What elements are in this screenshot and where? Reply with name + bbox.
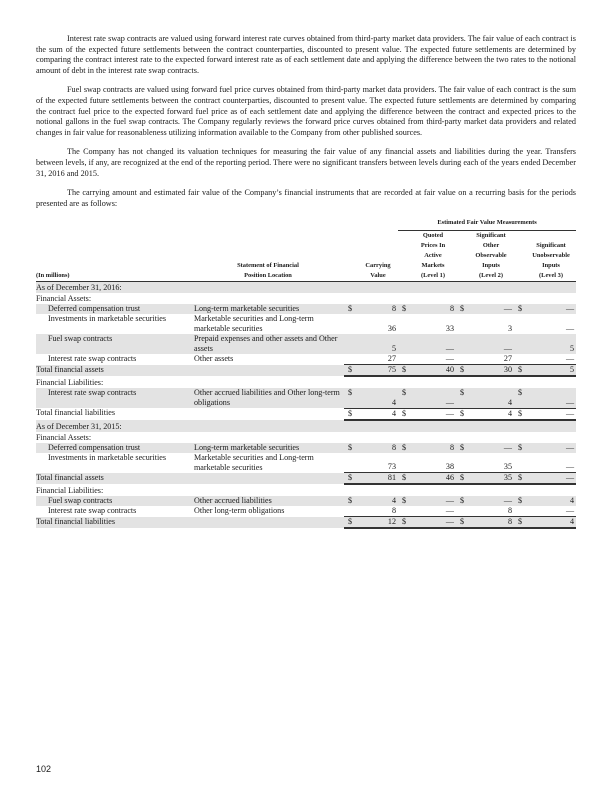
level-3-value: — — [526, 388, 576, 408]
level-2-header: Significant Other Observable Inputs (Level 2) — [468, 231, 514, 282]
dollar-sign — [456, 354, 468, 365]
carrying-value: 8 — [358, 443, 398, 453]
page-number: 102 — [36, 764, 52, 774]
level-1-value: 38 — [445, 462, 454, 472]
statement-location: Prepaid expenses and other assets and Other assets — [192, 334, 344, 354]
level-3-value: 5 — [526, 334, 576, 354]
total-label: Total financial assets — [36, 365, 192, 377]
instrument-name: Deferred compensation trust — [36, 304, 192, 314]
total-financial-assets-row — [36, 473, 576, 485]
level-2-value: — — [468, 443, 514, 453]
level-3-value: — — [565, 462, 575, 472]
dollar-sign — [456, 506, 468, 517]
dollar-sign — [514, 314, 526, 334]
dollar-sign — [456, 453, 468, 473]
instrument-name: Interest rate swap contracts — [36, 388, 192, 408]
section-financial-liabilities — [36, 484, 576, 496]
table-row — [36, 506, 576, 517]
level-2-value: 3 — [507, 324, 512, 334]
table-row — [36, 388, 576, 408]
paragraph-interest-rate-swaps: Interest rate swap contracts are valued using forward interest rate curves obtained from third-party market data providers. The fair value of each contract is the sum of the expected future settlements between the contract counterparties, discounted to present value. The expected future settlements are determined by comparing the contract interest rate to the expected forward interest rate as of each settlement date and applying the difference between the two rates to the notional amount of debt in the interest rate swap contracts. — [36, 34, 576, 75]
statement-location: Other accrued liabilities — [192, 496, 344, 506]
level-2-value: 4 — [468, 388, 514, 408]
empty-cell — [192, 517, 344, 529]
total-cv: 4 — [358, 408, 398, 420]
dollar-sign: $ — [344, 408, 358, 420]
section-financial-liabilities — [36, 376, 576, 388]
dollar-sign — [398, 354, 410, 365]
dollar-sign: $ — [344, 443, 358, 453]
instrument-name: Interest rate swap contracts — [48, 506, 137, 516]
carrying-value-header: Carrying Value — [358, 231, 398, 282]
level-1-header: Quoted Prices In Active Markets (Level 1) — [410, 231, 456, 282]
paragraph-table-intro: The carrying amount and estimated fair value of the Company’s financial instruments that are recorded at fair value on a recurring basis for the periods presented are as follows: — [36, 188, 576, 208]
dollar-sign: $ — [398, 304, 410, 314]
total-l3: — — [526, 473, 576, 485]
level-3-value: — — [565, 354, 575, 364]
total-l3: — — [526, 408, 576, 420]
paragraph-valuation-techniques: The Company has not changed its valuation techniques for measuring the fair value of any financial assets and liabilities during the year. Transfers between levels, if any, are recognized at the end of the reporting period. There were no significant transfers between levels during each of the years ended December 31, 2016 and 2015. — [36, 147, 576, 178]
total-l2: 30 — [468, 365, 514, 377]
period-header — [36, 282, 576, 294]
table-row — [36, 304, 576, 314]
section-financial-assets — [36, 293, 576, 304]
level-3-value: — — [526, 304, 576, 314]
document-page — [36, 34, 576, 529]
total-l2: 35 — [468, 473, 514, 485]
dollar-sign: $ — [514, 496, 526, 506]
paragraph-fuel-swaps: Fuel swap contracts are valued using forward fuel price curves obtained from third-party market data providers. The fair value of each contract is the sum of the expected future settlements between the contract counterparties, discounted to present value. The expected future settlements are determined by comparing the contract fuel price to the expected forward fuel price as of each settlement date and applying the difference between the contract and expected prices to the notional gallons in the fuel swap contracts. The Company regularly reviews the forward price curves obtained from third-party market data providers and related changes in fair value for reasonableness utilizing information available to the Company from other published sources. — [36, 85, 576, 137]
dollar-sign — [398, 506, 410, 517]
carrying-value: 73 — [387, 462, 396, 472]
fair-value-table — [36, 218, 576, 529]
dollar-sign: $ — [514, 388, 526, 408]
level-1-value: 33 — [445, 324, 454, 334]
dollar-sign — [398, 334, 410, 354]
instrument-name: Fuel swap contracts — [36, 334, 192, 354]
carrying-value: 36 — [387, 324, 396, 334]
total-label: Total financial assets — [36, 473, 192, 485]
dollar-sign: $ — [344, 388, 358, 408]
dollar-sign: $ — [514, 443, 526, 453]
dollar-sign — [344, 334, 358, 354]
dollar-sign — [514, 354, 526, 365]
period-header — [36, 420, 576, 432]
dollar-sign: $ — [398, 365, 410, 377]
dollar-sign: $ — [456, 496, 468, 506]
level-2-value: — — [468, 304, 514, 314]
total-l1: — — [410, 517, 456, 529]
dollar-sign — [514, 506, 526, 517]
instrument-name: Interest rate swap contracts — [48, 354, 137, 364]
statement-location: Marketable securities and Long-term marketable securities — [194, 314, 314, 334]
dollar-sign — [398, 314, 410, 334]
spanner-title: Estimated Fair Value Measurements — [398, 218, 576, 231]
total-l1: 46 — [410, 473, 456, 485]
statement-location: Marketable securities and Long-term marketable securities — [194, 452, 314, 472]
total-label: Total financial liabilities — [36, 408, 115, 418]
dollar-sign — [514, 453, 526, 473]
statement-location: Other accrued liabilities and Other long-term obligations — [192, 388, 344, 408]
dollar-sign: $ — [456, 365, 468, 377]
dollar-sign: $ — [398, 408, 410, 420]
table-spanner-row — [36, 218, 576, 231]
dollar-sign: $ — [514, 517, 526, 529]
table-row — [36, 443, 576, 453]
empty-cell — [192, 473, 344, 485]
dollar-sign: $ — [344, 304, 358, 314]
dollar-sign: $ — [398, 443, 410, 453]
dollar-sign — [344, 506, 358, 517]
carrying-value: 4 — [358, 388, 398, 408]
carrying-value: 27 — [387, 354, 396, 364]
table-row — [36, 314, 576, 334]
total-l1: 40 — [410, 365, 456, 377]
dollar-sign: $ — [514, 473, 526, 485]
statement-location-header: Statement of Financial Position Location — [192, 231, 344, 282]
statement-location: Other long-term obligations — [194, 506, 285, 516]
table-row — [36, 496, 576, 506]
dollar-sign: $ — [344, 473, 358, 485]
level-1-value: — — [445, 506, 454, 516]
dollar-sign: $ — [398, 517, 410, 529]
dollar-sign: $ — [514, 408, 526, 420]
level-3-value: 4 — [526, 496, 576, 506]
dollar-sign — [456, 334, 468, 354]
carrying-value: 8 — [358, 304, 398, 314]
table-row — [36, 334, 576, 354]
total-cv: 81 — [358, 473, 398, 485]
total-label: Total financial liabilities — [36, 517, 192, 529]
dollar-sign: $ — [398, 496, 410, 506]
level-1-value: 8 — [410, 304, 456, 314]
level-2-value: 27 — [503, 354, 512, 364]
row-label: As of December 31, 2015: — [36, 420, 576, 432]
total-financial-assets-row — [36, 365, 576, 377]
level-3-value: — — [526, 443, 576, 453]
level-1-value: — — [410, 496, 456, 506]
dollar-sign: $ — [344, 496, 358, 506]
level-2-value: — — [468, 334, 514, 354]
dollar-sign: $ — [456, 473, 468, 485]
dollar-sign — [344, 314, 358, 334]
instrument-name: Fuel swap contracts — [36, 496, 192, 506]
dollar-sign: $ — [398, 388, 410, 408]
dollar-sign: $ — [344, 517, 358, 529]
dollar-sign: $ — [456, 517, 468, 529]
row-label: Financial Liabilities: — [36, 486, 104, 496]
dollar-sign: $ — [344, 365, 358, 377]
dollar-sign: $ — [456, 388, 468, 408]
statement-location: Long-term marketable securities — [192, 443, 344, 453]
dollar-sign: $ — [514, 365, 526, 377]
carrying-value: 8 — [391, 506, 396, 516]
empty-cell — [192, 408, 344, 420]
total-l3: 5 — [526, 365, 576, 377]
total-cv: 12 — [358, 517, 398, 529]
carrying-value: 4 — [358, 496, 398, 506]
table-row — [36, 354, 576, 365]
table-row — [36, 453, 576, 473]
units-header: (In millions) — [36, 231, 192, 282]
statement-location: Other assets — [194, 354, 234, 364]
instrument-name: Deferred compensation trust — [36, 443, 192, 453]
total-financial-liabilities-row — [36, 517, 576, 529]
dollar-sign: $ — [398, 473, 410, 485]
dollar-sign: $ — [456, 304, 468, 314]
dollar-sign — [514, 334, 526, 354]
level-3-value: — — [565, 324, 575, 334]
total-financial-liabilities-row — [36, 408, 576, 420]
instrument-name: Investments in marketable securities — [48, 314, 166, 324]
total-l2: 4 — [468, 408, 514, 420]
level-2-value: — — [468, 496, 514, 506]
level-1-value: — — [445, 354, 454, 364]
dollar-sign — [398, 453, 410, 473]
section-financial-assets — [36, 432, 576, 443]
total-l2: 8 — [468, 517, 514, 529]
level-3-header: Significant Unobservable Inputs (Level 3) — [526, 231, 576, 282]
row-label: Financial Assets: — [36, 294, 92, 304]
dollar-sign: $ — [514, 304, 526, 314]
row-label: Financial Assets: — [36, 432, 92, 442]
level-1-value: — — [410, 388, 456, 408]
total-l3: 4 — [526, 517, 576, 529]
carrying-value: 5 — [358, 334, 398, 354]
dollar-sign: $ — [456, 443, 468, 453]
level-2-value: 8 — [507, 506, 512, 516]
total-cv: 75 — [358, 365, 398, 377]
level-2-value: 35 — [503, 462, 512, 472]
dollar-sign — [344, 354, 358, 365]
instrument-name: Investments in marketable securities — [48, 452, 166, 462]
level-1-value: — — [410, 334, 456, 354]
level-1-value: 8 — [410, 443, 456, 453]
empty-cell — [192, 365, 344, 377]
dollar-sign: $ — [456, 408, 468, 420]
total-l1: — — [410, 408, 456, 420]
level-3-value: — — [565, 506, 575, 516]
row-label: As of December 31, 2016: — [36, 282, 576, 294]
dollar-sign — [456, 314, 468, 334]
table-header-row — [36, 231, 576, 282]
dollar-sign — [344, 453, 358, 473]
statement-location: Long-term marketable securities — [192, 304, 344, 314]
row-label: Financial Liabilities: — [36, 378, 104, 388]
